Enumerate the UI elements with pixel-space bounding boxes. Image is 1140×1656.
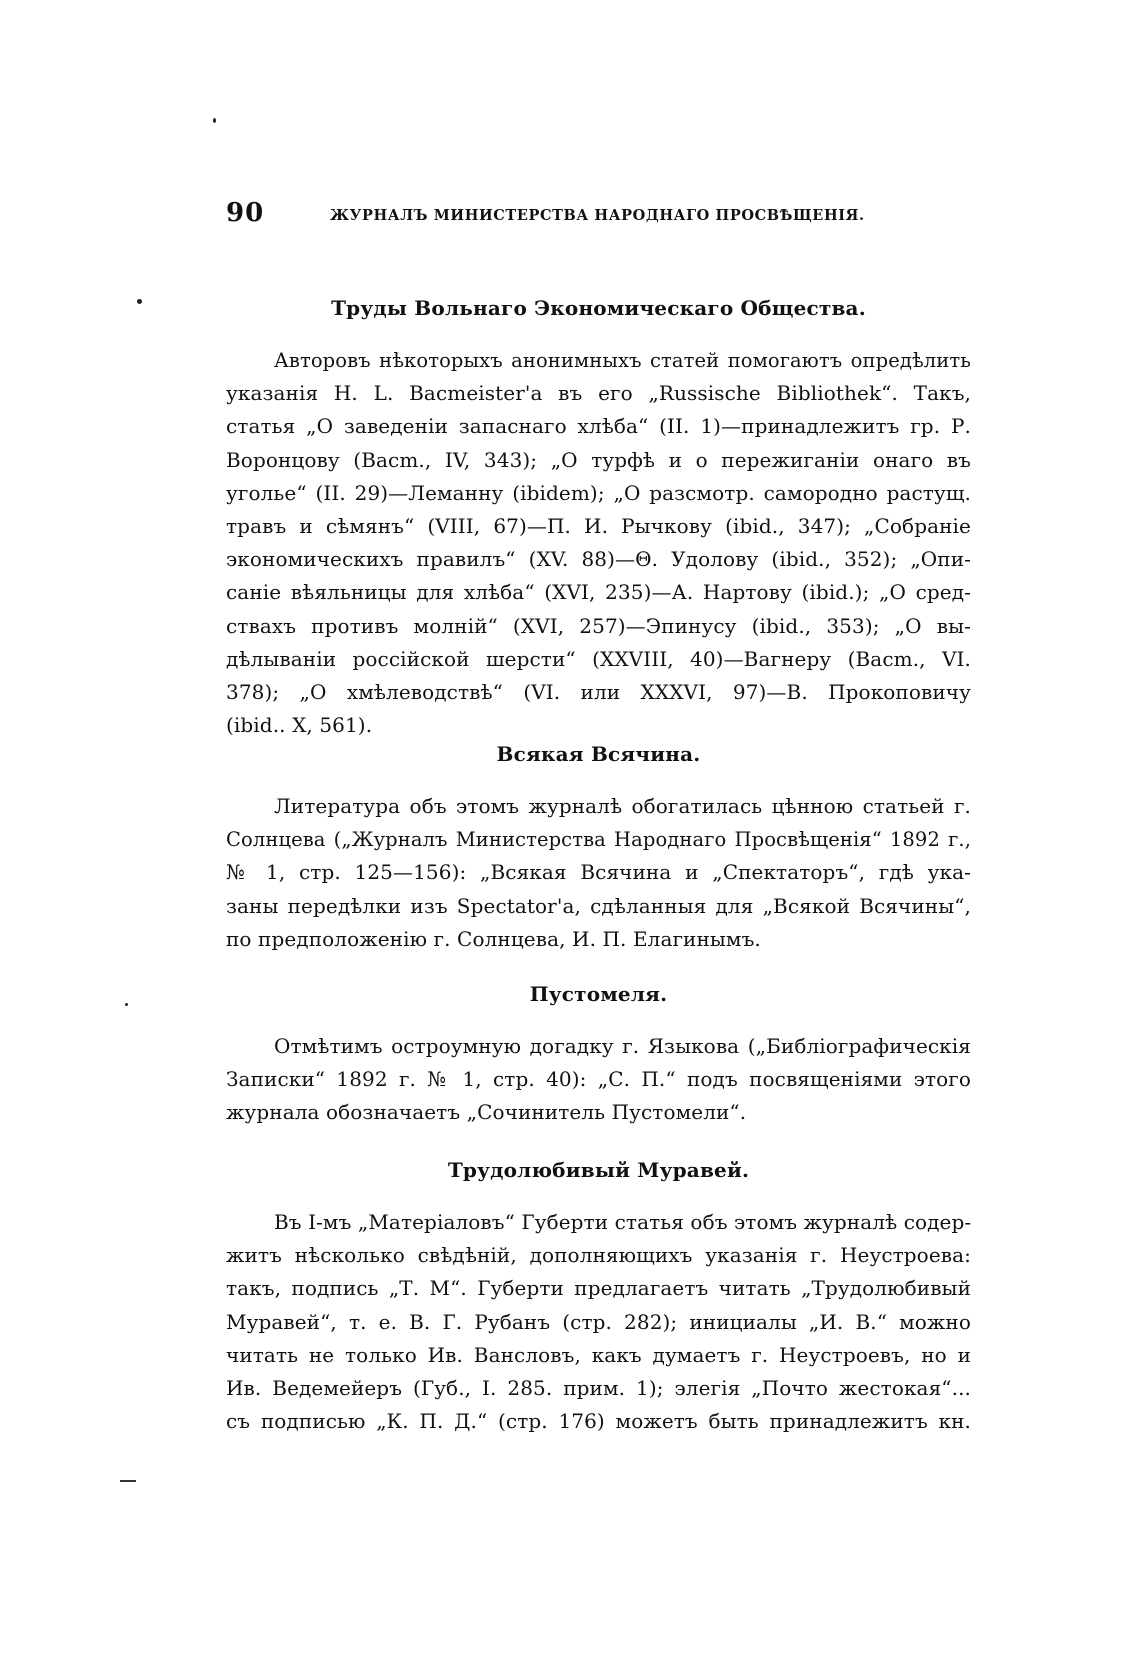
- text-line: Въ I-мъ „Матеріаловъ“ Губерти статья объ этомъ журналѣ содер-: [274, 1210, 972, 1234]
- section-body: [226, 790, 971, 956]
- text-line: Литература объ этомъ журналѣ обогатилась цѣнною статьей г.: [274, 794, 971, 818]
- ink-speck: [125, 1003, 128, 1006]
- text-line: такъ, подпись „Т. М“. Губерти предлагаетъ читать „Трудолюбивый: [226, 1276, 971, 1301]
- text-line: саніе вѣяльницы для хлѣба“ (XVI, 235)—А. Нартову (ibid.); „О сред-: [226, 580, 971, 605]
- text-line: Отмѣтимъ остроумную догадку г. Языкова („Библіографическія: [274, 1034, 971, 1058]
- text-line: травъ и сѣмянъ“ (VIII, 67)—П. И. Рычкову (ibid., 347); „Собраніе: [226, 513, 971, 538]
- text-line: читать не только Ив. Ванcловъ, какъ думаетъ г. Неустроевъ, но и: [226, 1342, 971, 1367]
- section-trudy: [226, 296, 971, 742]
- text-line: Записки“ 1892 г. № 1, стр. 40): „С. П.“ подъ посвященіями этого: [226, 1067, 971, 1092]
- section-title: Всякая Всячина.: [496, 742, 701, 766]
- text-line: уголье“ (II. 29)—Леманну (ibidem); „О разсмотр. самородно растущ.: [226, 480, 971, 505]
- running-header: [226, 198, 971, 238]
- section-vsyakaya: [226, 742, 971, 956]
- section-body: [226, 344, 971, 742]
- ink-speck: [137, 299, 142, 304]
- section-body: [226, 1030, 971, 1130]
- section-title: Труды Вольнаго Экономическаго Общества.: [331, 296, 866, 320]
- margin-dash: [120, 1480, 136, 1482]
- section-body: [226, 1206, 971, 1438]
- section-title: Пустомеля.: [529, 982, 668, 1006]
- text-line: статья „О заведеніи запаснаго хлѣба“ (II. 1)—принадлежитъ гр. Р.: [226, 414, 971, 439]
- text-line: Воронцову (Bacm., IV, 343); „О турфѣ и о пережиганіи онаго въ: [226, 447, 971, 472]
- ink-speck: [213, 118, 216, 123]
- page-number: 90: [226, 198, 265, 228]
- text-line: № 1, стр. 125—156): „Всякая Всячина и „Спектаторъ“, гдѣ ука-: [226, 860, 971, 885]
- text-line: экономическихъ правилъ“ (XV. 88)—Θ. Удолову (ibid., 352); „Опи-: [226, 547, 971, 572]
- text-line: указанія Н. L. Bacmeister'а въ его „Russische Bibliothek“. Такъ,: [226, 381, 971, 406]
- text-line: по предположенію г. Солнцева, И. П. Елагинымъ.: [226, 926, 761, 951]
- text-line: житъ нѣсколько свѣдѣній, дополняющихъ указанія г. Неустроева:: [226, 1243, 971, 1268]
- text-line: Солнцева („Журналъ Министерства Народнаго Просвѣщенія“ 1892 г.,: [226, 828, 971, 852]
- text-line: (ibid.. X, 561).: [226, 713, 373, 738]
- text-line: Авторовъ нѣкоторыхъ анонимныхъ статей помогаютъ опредѣлить: [274, 349, 971, 372]
- text-line: ствахъ противъ молній“ (XVI, 257)—Эпинусу (ibid., 353); „О вы-: [226, 613, 971, 638]
- text-line: съ подписью „К. П. Д.“ (стр. 176) можетъ быть принадлежитъ кн.: [226, 1409, 971, 1434]
- section-pustomelya: [226, 982, 971, 1130]
- text-line: Муравей“, т. е. В. Г. Рубанъ (стр. 282); инициалы „И. В.“ можно: [226, 1309, 971, 1334]
- text-line: дѣлываніи россійской шерсти“ (XXVIII, 40)—Вагнеру (Bacm., VI.: [226, 646, 971, 671]
- text-line: заны передѣлки изъ Spectator'а, сдѣланныя для „Всякой Всячины“,: [226, 893, 971, 918]
- text-line: 378); „О хмѣлеводствѣ“ (VI. или XXXVI, 97)—В. Прокоповичу: [226, 679, 971, 704]
- section-trudolyubivy: [226, 1158, 971, 1438]
- text-line: журнала обозначаетъ „Сочинитель Пустомели“.: [226, 1100, 747, 1125]
- section-title: Трудолюбивый Муравей.: [447, 1158, 750, 1182]
- running-title: ЖУРНАЛЪ МИНИСТЕРСТВА НАРОДНАГО ПРОСВѢЩЕНІЯ.: [330, 207, 865, 224]
- text-line: Ив. Ведемейеръ (Губ., I. 285. прим. 1); элегія „Почто жестокая“...: [226, 1375, 971, 1400]
